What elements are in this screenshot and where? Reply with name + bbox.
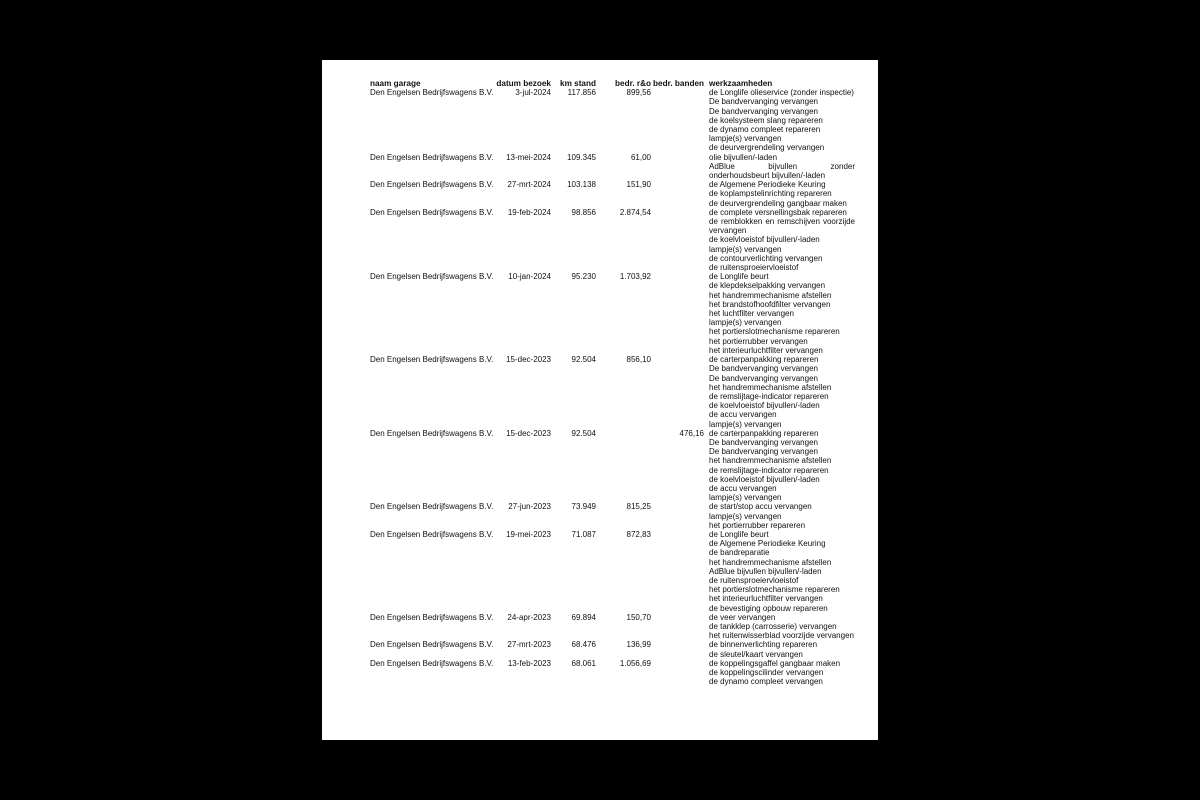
cell-work — [709, 613, 855, 641]
work-item: lampje(s) vervangen — [709, 511, 782, 521]
header-garage: naam garage — [370, 79, 421, 88]
cell-km: 68.476 — [571, 640, 596, 650]
cell-km: 109.345 — [567, 152, 596, 162]
work-item: het portierrubber repareren — [709, 520, 806, 530]
work-item: het portierrubber vervangen — [709, 336, 808, 346]
work-item: lampje(s) vervangen — [709, 419, 782, 429]
work-item: de ruitensproeiervloeistof — [709, 263, 799, 273]
header-work: werkzaamheden — [709, 79, 773, 88]
cell-date: 13-mei-2024 — [506, 152, 551, 162]
work-item: de remblokken en remschijven voorzijde vervangen — [709, 217, 855, 236]
work-item: het handremmechanisme afstellen — [709, 557, 832, 567]
cell-garage: Den Engelsen Bedrijfswagens B.V. — [370, 355, 494, 365]
cell-garage: Den Engelsen Bedrijfswagens B.V. — [370, 502, 494, 512]
work-item: De bandvervanging vervangen — [709, 97, 818, 107]
work-item: de klepdekselpakking vervangen — [709, 281, 826, 291]
cell-work — [709, 502, 855, 530]
work-item: de koelsysteem slang repareren — [709, 115, 823, 125]
work-item: de koelvloeistof bijvullen/-laden — [709, 474, 820, 484]
cell-garage: Den Engelsen Bedrijfswagens B.V. — [370, 152, 494, 162]
work-item: de Longlife beurt — [709, 529, 769, 539]
work-item: de Longlife beurt — [709, 272, 769, 282]
cell-ro: 856,10 — [626, 355, 651, 365]
work-item: de dynamo compleet vervangen — [709, 677, 823, 687]
table-row — [370, 355, 860, 429]
cell-km: 68.061 — [571, 658, 596, 668]
cell-km: 117.856 — [567, 88, 596, 98]
work-item: de remslijtage-indicator repareren — [709, 391, 829, 401]
cell-km: 71.087 — [571, 529, 596, 539]
work-item: lampje(s) vervangen — [709, 318, 782, 328]
table-row — [370, 208, 860, 272]
work-item: lampje(s) vervangen — [709, 493, 782, 503]
cell-ro: 136,99 — [626, 640, 651, 650]
cell-date: 27-jun-2023 — [508, 502, 551, 512]
table-row — [370, 502, 860, 530]
cell-garage: Den Engelsen Bedrijfswagens B.V. — [370, 272, 494, 282]
work-item: AdBlue bijvullen bijvullen/-laden — [709, 566, 822, 576]
cell-ro: 61,00 — [630, 152, 651, 162]
cell-work — [709, 272, 855, 355]
cell-work — [709, 530, 855, 613]
cell-date: 27-mrt-2024 — [507, 180, 551, 190]
cell-ro: 1.056,69 — [619, 658, 651, 668]
cell-work — [709, 659, 855, 687]
work-item: het handremmechanisme afstellen — [709, 290, 832, 300]
work-item: de contourverlichting vervangen — [709, 253, 823, 263]
work-item: olie bijvullen/-laden — [709, 152, 778, 162]
table-row — [370, 659, 860, 687]
cell-work — [709, 429, 855, 503]
work-item: de koppelingscilinder vervangen — [709, 668, 824, 677]
cell-km: 92.504 — [571, 428, 596, 438]
work-item: de binnenverlichting repareren — [709, 640, 818, 650]
cell-garage: Den Engelsen Bedrijfswagens B.V. — [370, 640, 494, 650]
cell-garage: Den Engelsen Bedrijfswagens B.V. — [370, 658, 494, 668]
work-item: de carterpanpakking repareren — [709, 428, 819, 438]
work-item: de koelvloeistof bijvullen/-laden — [709, 401, 820, 411]
work-item: de sleutel/kaart vervangen — [709, 649, 803, 659]
cell-km: 98.856 — [571, 207, 596, 217]
cell-work — [709, 153, 855, 181]
work-item: de carterpanpakking repareren — [709, 355, 819, 365]
cell-km: 73.949 — [571, 502, 596, 512]
cell-km: 103.138 — [567, 180, 596, 190]
work-item: de koplampstelinrichting repareren — [709, 189, 832, 199]
table-row — [370, 153, 860, 181]
work-item: het interieurluchtfilter vervangen — [709, 594, 823, 604]
cell-garage: Den Engelsen Bedrijfswagens B.V. — [370, 207, 494, 217]
cell-date: 3-jul-2024 — [515, 88, 551, 98]
work-item: het ruitenwisserblad voorzijde vervangen — [709, 631, 854, 641]
cell-work — [709, 355, 855, 429]
cell-date: 27-mrt-2023 — [507, 640, 551, 650]
work-item: het handremmechanisme afstellen — [709, 456, 832, 466]
table-row — [370, 613, 860, 641]
cell-date: 15-dec-2023 — [506, 355, 551, 365]
cell-work — [709, 88, 855, 152]
cell-work — [709, 180, 855, 208]
table-row — [370, 530, 860, 613]
work-item: AdBlue bijvullen zonder onderhoudsbeurt bijvullen/-laden — [709, 161, 855, 181]
cell-date: 13-feb-2023 — [507, 658, 551, 668]
header-ro: bedr. r&o — [615, 79, 651, 88]
work-item: de ruitensproeiervloeistof — [709, 575, 799, 585]
cell-garage: Den Engelsen Bedrijfswagens B.V. — [370, 180, 494, 190]
work-item: de accu vervangen — [709, 410, 777, 420]
cell-ro: 872,83 — [626, 529, 651, 539]
maintenance-table — [370, 79, 860, 686]
table-body — [370, 88, 860, 686]
cell-ro: 815,25 — [626, 502, 651, 512]
table-row — [370, 640, 860, 658]
work-item: de deurvergrendeling gangbaar maken — [709, 198, 847, 208]
work-item: de Longlife olieservice (zonder inspectie) — [709, 88, 854, 98]
cell-date: 19-mei-2023 — [506, 529, 551, 539]
work-item: het luchtfilter vervangen — [709, 309, 794, 319]
header-banden: bedr. banden — [653, 79, 704, 88]
table-row — [370, 272, 860, 355]
cell-work — [709, 640, 855, 658]
cell-date: 10-jan-2024 — [508, 272, 551, 282]
work-item: de veer vervangen — [709, 612, 776, 622]
cell-date: 24-apr-2023 — [507, 612, 551, 622]
work-item: de accu vervangen — [709, 483, 777, 493]
work-item: het portierslotmechanisme repareren — [709, 585, 840, 595]
work-item: de complete versnellingsbak repareren — [709, 207, 847, 217]
cell-ro: 1.703,92 — [619, 272, 651, 282]
work-item: De bandvervanging vervangen — [709, 437, 818, 447]
cell-garage: Den Engelsen Bedrijfswagens B.V. — [370, 612, 494, 622]
work-item: de Algemene Periodieke Keuring — [709, 180, 826, 190]
work-item: het interieurluchtfilter vervangen — [709, 345, 823, 355]
work-item: de bevestiging opbouw repareren — [709, 603, 828, 613]
work-item: het handremmechanisme afstellen — [709, 382, 832, 392]
work-item: de koppelingsgaffel gangbaar maken — [709, 658, 841, 668]
work-item: het portierslotmechanisme repareren — [709, 327, 840, 337]
cell-garage: Den Engelsen Bedrijfswagens B.V. — [370, 529, 494, 539]
work-item: De bandvervanging vervangen — [709, 364, 818, 374]
table-row — [370, 429, 860, 503]
work-item: lampje(s) vervangen — [709, 134, 782, 144]
work-item: de dynamo compleet repareren — [709, 125, 821, 135]
table-row — [370, 180, 860, 208]
table-header — [370, 79, 860, 88]
cell-ro: 151,90 — [626, 180, 651, 190]
work-item: De bandvervanging vervangen — [709, 373, 818, 383]
cell-date: 15-dec-2023 — [506, 428, 551, 438]
work-item: De bandvervanging vervangen — [709, 447, 818, 457]
cell-ro: 150,70 — [626, 612, 651, 622]
work-item: de bandreparatie — [709, 548, 770, 558]
cell-garage: Den Engelsen Bedrijfswagens B.V. — [370, 88, 494, 98]
cell-km: 69.894 — [571, 612, 596, 622]
cell-km: 95.230 — [571, 272, 596, 282]
cell-work — [709, 208, 855, 272]
work-item: de Algemene Periodieke Keuring — [709, 539, 826, 549]
work-item: de remslijtage-indicator repareren — [709, 465, 829, 475]
work-item: de deurvergrendeling vervangen — [709, 143, 825, 153]
cell-ro: 899,56 — [626, 88, 651, 98]
cell-ro: 2.874,54 — [619, 207, 651, 217]
work-item: de koelvloeistof bijvullen/-laden — [709, 235, 820, 245]
work-item: de start/stop accu vervangen — [709, 502, 812, 512]
work-item: de tankklep (carrosserie) vervangen — [709, 621, 837, 631]
cell-km: 92.504 — [571, 355, 596, 365]
header-km: km stand — [560, 79, 596, 88]
table-row — [370, 88, 860, 152]
document-page — [322, 60, 878, 740]
cell-garage: Den Engelsen Bedrijfswagens B.V. — [370, 428, 494, 438]
header-date: datum bezoek — [496, 79, 551, 88]
work-item: lampje(s) vervangen — [709, 244, 782, 254]
work-item: het brandstofhoofdfilter vervangen — [709, 299, 831, 309]
cell-banden: 476,16 — [679, 428, 704, 438]
work-item: De bandvervanging vervangen — [709, 106, 818, 116]
cell-date: 19-feb-2024 — [507, 207, 551, 217]
